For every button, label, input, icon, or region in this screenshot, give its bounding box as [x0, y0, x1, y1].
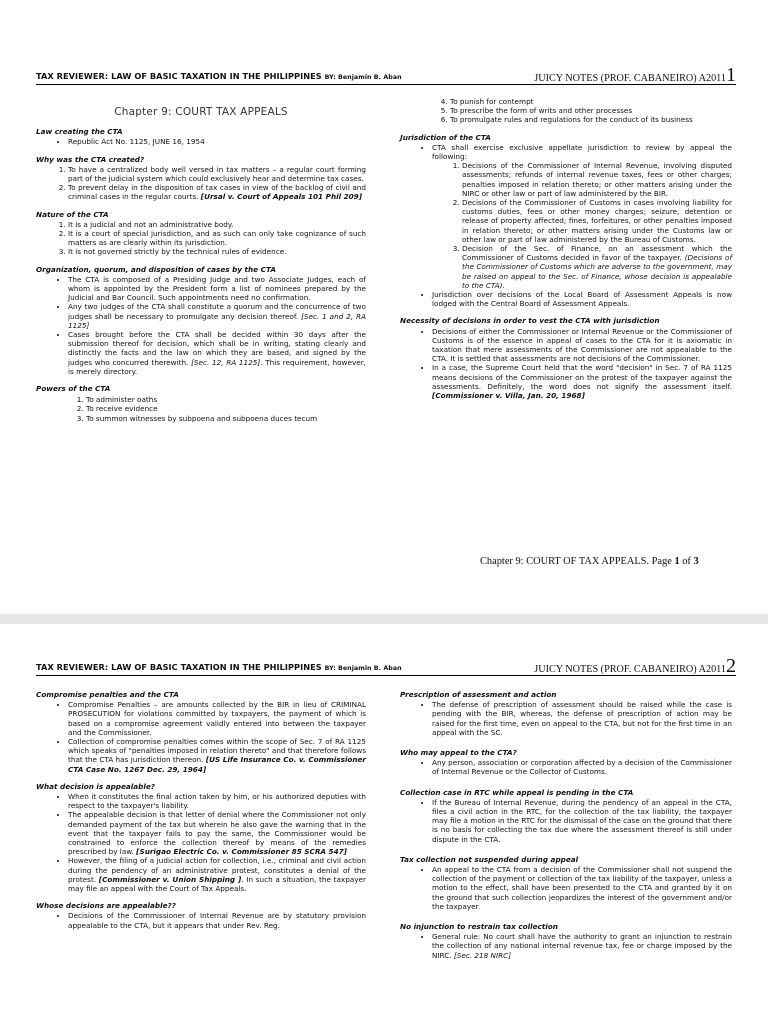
right-column	[400, 690, 732, 960]
section-heading: Organization, quorum, and disposition of cases by the CTA	[36, 264, 276, 274]
list-item: • Republic Act No. 1125, JUNE 16, 1954	[68, 137, 366, 146]
list-item: 3. It is not governed strictly by the technical rules of evidence.	[68, 247, 366, 256]
list-item: • Compromise Penalties – are amounts collected by the BIR in lieu of CRIMINAL PROSECUTION for violations committed by taxpayers, the payment of which is based on a compromise agreement validly entered into between the taxpayer and the Commissioner.	[68, 700, 366, 737]
case-citation: [Sec. 1 and 2, RA 1125]	[68, 311, 366, 330]
section-heading: Law creating the CTA	[36, 127, 123, 137]
list-item: 2. To prevent delay in the disposition of tax cases in view of the backlog of civil and criminal cases in the regular courts. [Ursal v. Court of Appeals 101 Phil 209]	[68, 183, 366, 201]
case-citation: [Ursal v. Court of Appeals 101 Phil 209]	[200, 192, 363, 202]
list-item: • Collection of compromise penalties comes within the scope of Sec. 7 of RA 1125 which speaks of "penalties imposed in relation thereto" and that therefore follows that the CTA has jurisdiction thereon. [US Life Insurance Co. v. Commissioner CTA Case No. 1267 Dec. 29, 1964]	[68, 737, 366, 774]
list-item: • If the Bureau of Internal Revenue, during the pendency of an appeal in the CTA, files a civil action in the RTC, for the collection of the tax liability, the taxpayer may file a motion in the RTC for the dismissal of the case on the ground that there is no basis for collecting the tax due where the assessment thereof is still under dispute in the CTA.	[432, 798, 732, 844]
bullet-list	[400, 700, 732, 737]
bullet-list	[36, 911, 366, 929]
list-item: • General rule: No court shall have the authority to grant an injunction to restrain the collection of any national internal revenue tax, fee or charge imposed by the NIRC. [Sec. 218 NIRC]	[432, 932, 732, 960]
header-title-line: TAX REVIEWER: LAW OF BASIC TAXATION IN THE PHILIPPINES BY: Benjamin B. Aban	[36, 71, 402, 81]
list-item: • Decisions of either the Commissioner or Internal Revenue or the Commissioner of Customs is of the essence in appeal of cases to the CTA for it is axiomatic in taxation that mere assessments of the Commissioner are not appealable to the CTA. It is settled that assessments are not decisions of the Commissioner.	[432, 327, 732, 364]
list-item: • In a case, the Supreme Court held that the word "decision" in Sec. 7 of RA 1125 means decisions of the Commissioner on the protest of the taxpayer against the assessments. Definitely, the word does not signify the assessment itself. [Commissioner v. Villa, Jan. 20, 1968]	[432, 363, 732, 400]
list-item: 3. To summon witnesses by subpoena and subpoena duces tecum	[86, 414, 366, 423]
list-item: 2. It is a court of special jurisdiction, and as such can only take cognizance of such matters as are clearly within its jurisdiction.	[68, 229, 366, 247]
list-item: • An appeal to the CTA from a decision of the Commissioner shall not suspend the collection of the payment or collection of the tax liability of the taxpayer, unless a motion to the effect, shall have been presented to the CTA and granted by it on the ground that such collection jeopardizes the interest of the government and/or the taxpayer.	[432, 865, 732, 911]
bullet-list	[36, 275, 366, 376]
bullet-list	[36, 792, 366, 893]
section-heading: No injunction to restrain tax collection	[400, 922, 558, 932]
bullet-list	[400, 143, 732, 309]
header-notes: JUICY NOTES (PROF. CABANEIRO) A20112	[534, 655, 736, 677]
list-item: 1. It is a judicial and not an administrative body.	[68, 220, 366, 229]
list-item: 1. To have a centralized body well versed in tax matters – a regular court forming part of the judicial system which could exclusively hear and determine tax cases.	[68, 165, 366, 183]
page-footer: Chapter 9: COURT OF TAX APPEALS. Page 1 of 3	[480, 556, 699, 567]
list-item: • However, the filing of a judicial action for collection, i.e., criminal and civil action during the pendency of an administrative protest, constitutes a denial of the protest. [Commissioner v. Union Shipping ]. In such a situation, the taxpayer may file an appeal with the Court of Tax Appeals.	[68, 856, 366, 893]
list-item: • The defense of prescription of assessment should be raised while the case is pending with the BIR, whereas, the defense of prescription of action may be raised for the first time, even on appeal to the CTA, but not for the first time in an appeal with the SC.	[432, 700, 732, 737]
section-heading: Collection case in RTC while appeal is pending in the CTA	[400, 787, 634, 797]
list-item: • Cases brought before the CTA shall be decided within 30 days after the submission thereof for decision, which shall be in writing, stating clearly and distinctly the facts and the law on which they are based, and signed by the judges who concurred therewith. [Sec. 12, RA 1125]. This requirement, however, is merely directory.	[68, 330, 366, 376]
header-title-line: TAX REVIEWER: LAW OF BASIC TAXATION IN THE PHILIPPINES BY: Benjamin B. Aban	[36, 662, 402, 672]
list-item: • The CTA is composed of a Presiding Judge and two Associate Judges, each of whom is appointed by the President form a list of nominees prepared by the Judicial and Bar Council. Such appointments need no confirmation.	[68, 275, 366, 303]
case-citation: [Surigao Electric Co. v. Commissioner 85 SCRA 547]	[136, 847, 347, 857]
bullet-list	[36, 700, 366, 774]
section-heading: Who may appeal to the CTA?	[400, 748, 517, 758]
header-page-number: 2	[726, 655, 736, 677]
left-column	[36, 104, 366, 423]
case-citation: [Commissioner v. Union Shipping ]	[98, 874, 242, 884]
list-item: • When it constitutes the final action taken by him, or his authorized deputies with respect to the taxpayer's liability.	[68, 792, 366, 810]
numbered-list	[400, 97, 732, 125]
list-item: • CTA shall exercise exclusive appellate jurisdiction to review by appeal the following: 1. Decisions of the Commissioner of Internal Revenue, involving disputed assessments; refunds of internal revenue taxes, fees or other charges; penalties imposed in relation thereto; or other matters arising under the NIRC or other law or part of law administered by the BIR. 2. Decisions of the Commissioner of Customs in cases involving liability for customs duties, fees or other money charges; seizure, detention or release of property affected; fines, forfeitures, or other penalties imposed in relation thereto; or other matters arising under the Customs law or other law or part of law administered by the Bureau of Customs. 3. Decision of the Sec. of Finance, on an assessment which the Commissioner of Customs decided in favor of the taxpayer. (Decisions of the Commissioner of Customs which are adverse to the government, may be raised on appeal to the Sec. of Finance, whose decision is appealable to the CTA).	[432, 143, 732, 290]
list-item: 2. To receive evidence	[86, 404, 366, 413]
section-heading: Prescription of assessment and action	[400, 690, 557, 699]
numbered-list	[36, 220, 366, 257]
page-header	[36, 60, 736, 85]
header-page-number: 1	[726, 64, 736, 86]
section-heading: Compromise penalties and the CTA	[36, 690, 179, 699]
header-notes: JUICY NOTES (PROF. CABANEIRO) A20111	[534, 64, 736, 86]
left-column	[36, 690, 366, 930]
chapter-title: Chapter 9: COURT TAX APPEALS	[114, 106, 288, 118]
list-item: • Decisions of the Commissioner of Internal Revenue are by statutory provision appealable to the CTA, but it appears that under Rev. Reg.	[68, 911, 366, 929]
right-column	[400, 97, 732, 400]
numbered-list	[432, 161, 732, 290]
bullet-list	[400, 758, 732, 776]
case-citation: [Sec. 12, RA 1125]	[191, 357, 261, 367]
list-item: 6. To promulgate rules and regulations for the conduct of its business	[450, 115, 732, 124]
list-item: 4. To punish for contempt	[450, 97, 732, 106]
bullet-list	[400, 932, 732, 960]
list-item: • Jurisdiction over decisions of the Local Board of Assessment Appeals is now lodged with the Central Board of Assessment Appeals.	[432, 290, 732, 308]
bullet-list	[36, 137, 366, 146]
bullet-list	[400, 798, 732, 844]
numbered-list	[36, 395, 366, 423]
case-citation: [Sec. 218 NIRC]	[453, 950, 512, 960]
list-item: 1. Decisions of the Commissioner of Internal Revenue, involving disputed assessments; refunds of internal revenue taxes, fees or other charges; penalties imposed in relation thereto; or other matters arising under the NIRC or other law or part of law administered by the BIR.	[462, 161, 732, 198]
list-item: • Any two judges of the CTA shall constitute a quorum and the concurrence of two judges shall be necessary to promulgate any decision thereof. [Sec. 1 and 2, RA 1125]	[68, 302, 366, 330]
list-item: 2. Decisions of the Commissioner of Customs in cases involving liability for customs duties, fees or other money charges; seizure, detention or release of property affected; fines, forfeitures, or other penalties imposed in relation thereto; or other matters arising under the Customs law or other law or part of law administered by the Bureau of Customs.	[462, 198, 732, 244]
note: (Decisions of the Commissioner of Customs which are adverse to the government, may be raised on appeal to the Sec. of Finance, whose decision is appealable to the CTA).	[462, 253, 733, 290]
section-heading: Tax collection not suspended during appeal	[400, 854, 579, 864]
section-heading: Nature of the CTA	[36, 209, 109, 219]
list-item: 1. To administer oaths	[86, 395, 366, 404]
list-item: • Any person, association or corporation affected by a decision of the Commissioner of Internal Revenue or the Collector of Customs.	[432, 758, 732, 776]
section-heading: What decision is appealable?	[36, 781, 155, 791]
list-item: 3. Decision of the Sec. of Finance, on an assessment which the Commissioner of Customs decided in favor of the taxpayer. (Decisions of the Commissioner of Customs which are adverse to the government, may be raised on appeal to the Sec. of Finance, whose decision is appealable to the CTA).	[462, 244, 732, 290]
section-heading: Jurisdiction of the CTA	[400, 132, 491, 142]
page-2	[0, 624, 768, 1024]
list-item: • The appealable decision is that letter of denial where the Commissioner not only demanded payment of the tax but wherein he also gave the warning that in the event that the taxpayer fails to pay the same, the Commissioner would be constrained to enforce the collection thereof by means of the remedies prescribed by law. [Surigao Electric Co. v. Commissioner 85 SCRA 547]	[68, 810, 366, 856]
numbered-list	[36, 165, 366, 202]
list-item: 5. To prescribe the form of writs and other processes	[450, 106, 732, 115]
case-citation: [US Life Insurance Co. v. Commissioner CTA Case No. 1267 Dec. 29, 1964]	[68, 755, 367, 774]
case-citation: [Commissioner v. Villa, Jan. 20, 1968]	[432, 391, 585, 401]
bullet-list	[400, 327, 732, 401]
bullet-list	[400, 865, 732, 911]
page-header	[36, 651, 736, 676]
section-heading: Powers of the CTA	[36, 384, 111, 394]
section-heading: Why was the CTA created?	[36, 154, 145, 164]
section-heading: Necessity of decisions in order to vest the CTA with jurisdiction	[400, 316, 660, 326]
section-heading: Whose decisions are appealable??	[36, 901, 176, 911]
